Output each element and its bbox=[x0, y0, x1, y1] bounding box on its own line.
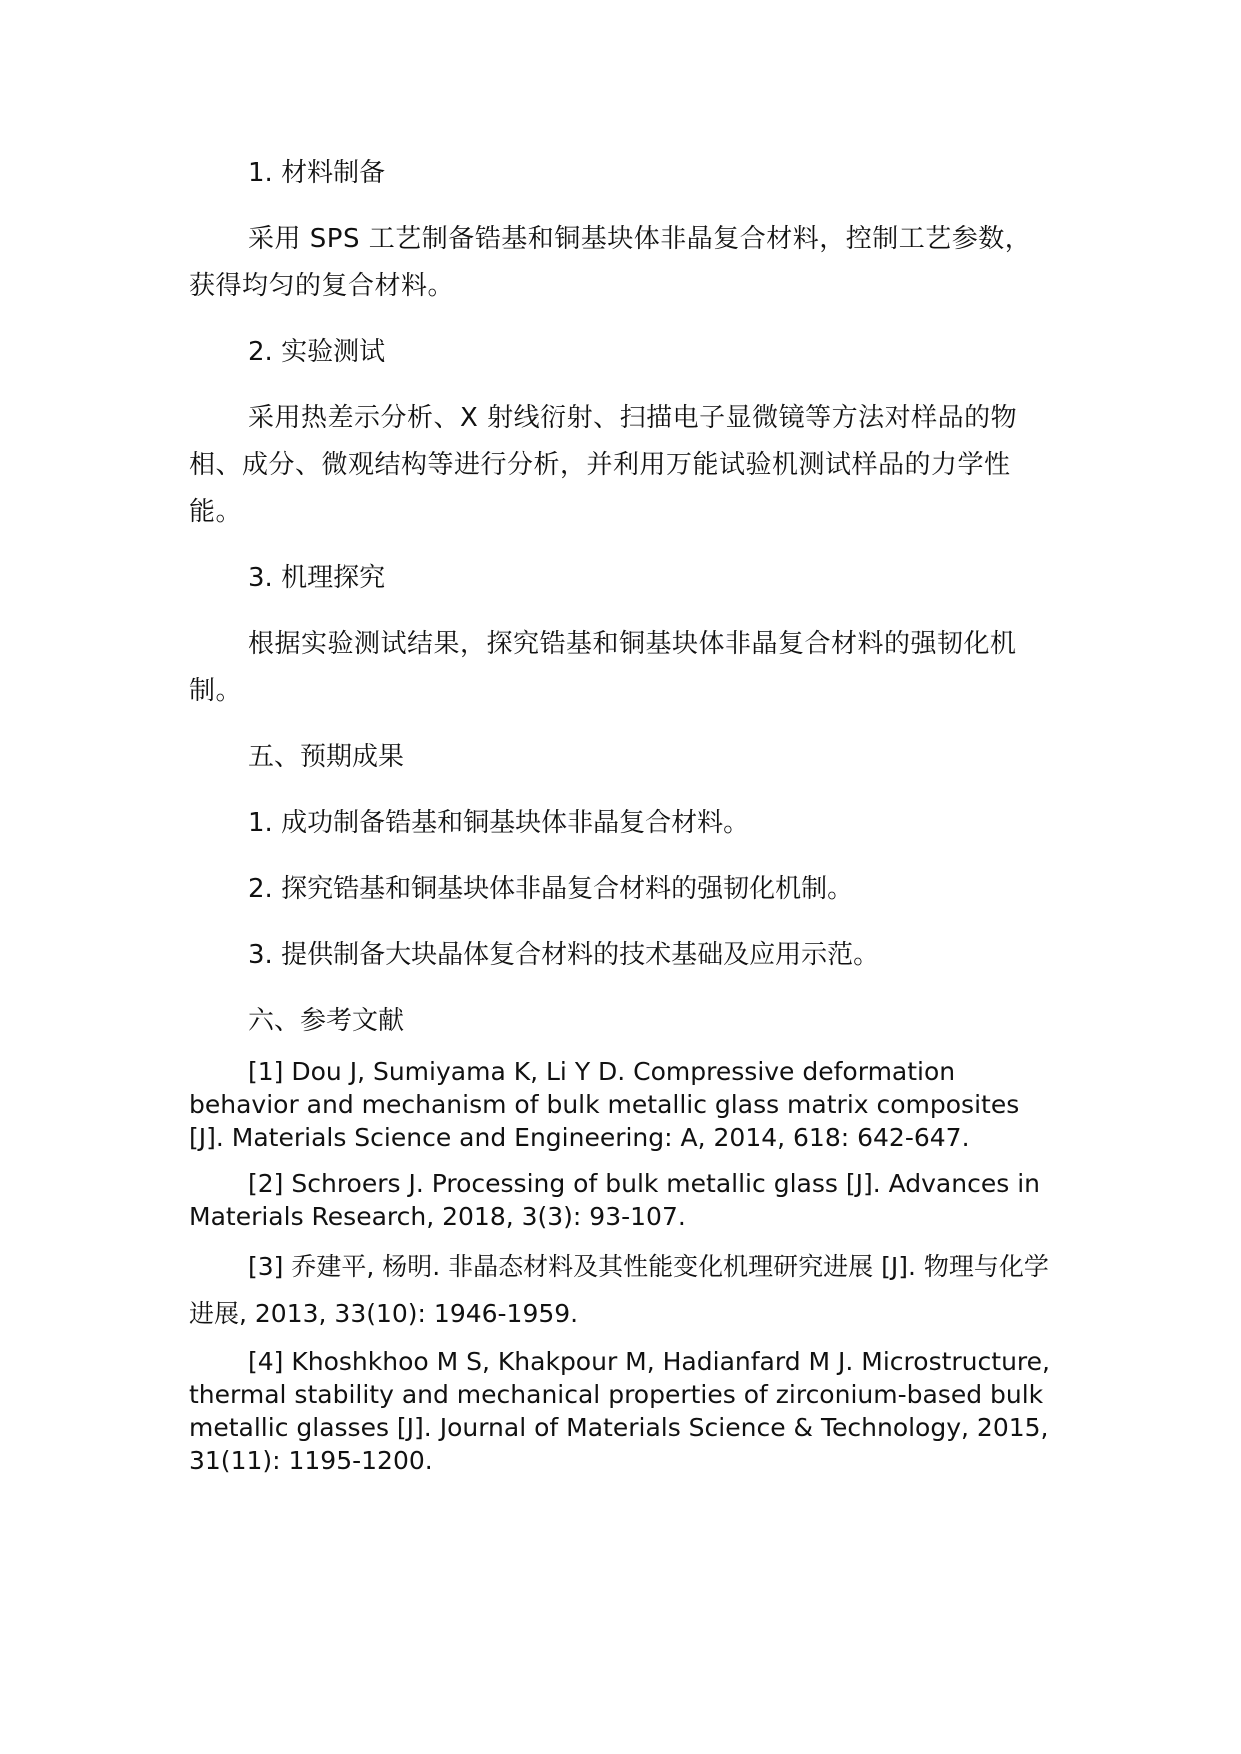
section-title-testing: 2. 实验测试 bbox=[248, 337, 386, 367]
reference-item-2: [2] Schroers J. Processing of bulk metallic glass [J]. Advances in Materials Research, 2018, 3(3): 93-107. bbox=[189, 1169, 1040, 1231]
result-item-2: 2. 探究锆基和铜基块体非晶复合材料的强韧化机制。 bbox=[248, 874, 854, 904]
paragraph-testing: 采用热差示分析、X 射线衍射、扫描电子显微镜等方法对样品的物相、成分、微观结构等进行分析，并利用万能试验机测试样品的力学性能。 bbox=[189, 403, 1018, 527]
document-page bbox=[189, 150, 1055, 1477]
heading-references: 六、参考文献 bbox=[248, 1006, 405, 1036]
reference-item-3: [3] 乔建平, 杨明. 非晶态材料及其性能变化机理研究进展 [J]. 物理与化学进展, 2013, 33(10): 1946-1959. bbox=[189, 1252, 1049, 1328]
paragraph-materials: 采用 SPS 工艺制备锆基和铜基块体非晶复合材料，控制工艺参数，获得均匀的复合材料。 bbox=[189, 224, 1032, 301]
result-item-3: 3. 提供制备大块晶体复合材料的技术基础及应用示范。 bbox=[248, 940, 880, 970]
reference-item-1: [1] Dou J, Sumiyama K, Li Y D. Compressive deformation behavior and mechanism of bulk metallic glass matrix composites [J]. Materials Science and Engineering: A, 2014, 618: 642-647. bbox=[189, 1057, 1020, 1152]
section-title-mechanism: 3. 机理探究 bbox=[248, 563, 386, 593]
section-title-materials: 1. 材料制备 bbox=[248, 158, 386, 188]
result-item-1: 1. 成功制备锆基和铜基块体非晶复合材料。 bbox=[248, 808, 750, 838]
reference-item-4: [4] Khoshkhoo M S, Khakpour M, Hadianfard M J. Microstructure, thermal stability and mechanical properties of zirconium-based bulk metallic glasses [J]. Journal of Materials Science & Technology, 2015, 31(11): 1195-1200. bbox=[189, 1347, 1050, 1475]
paragraph-mechanism: 根据实验测试结果，探究锆基和铜基块体非晶复合材料的强韧化机制。 bbox=[189, 629, 1017, 706]
heading-expected-results: 五、预期成果 bbox=[248, 742, 405, 772]
